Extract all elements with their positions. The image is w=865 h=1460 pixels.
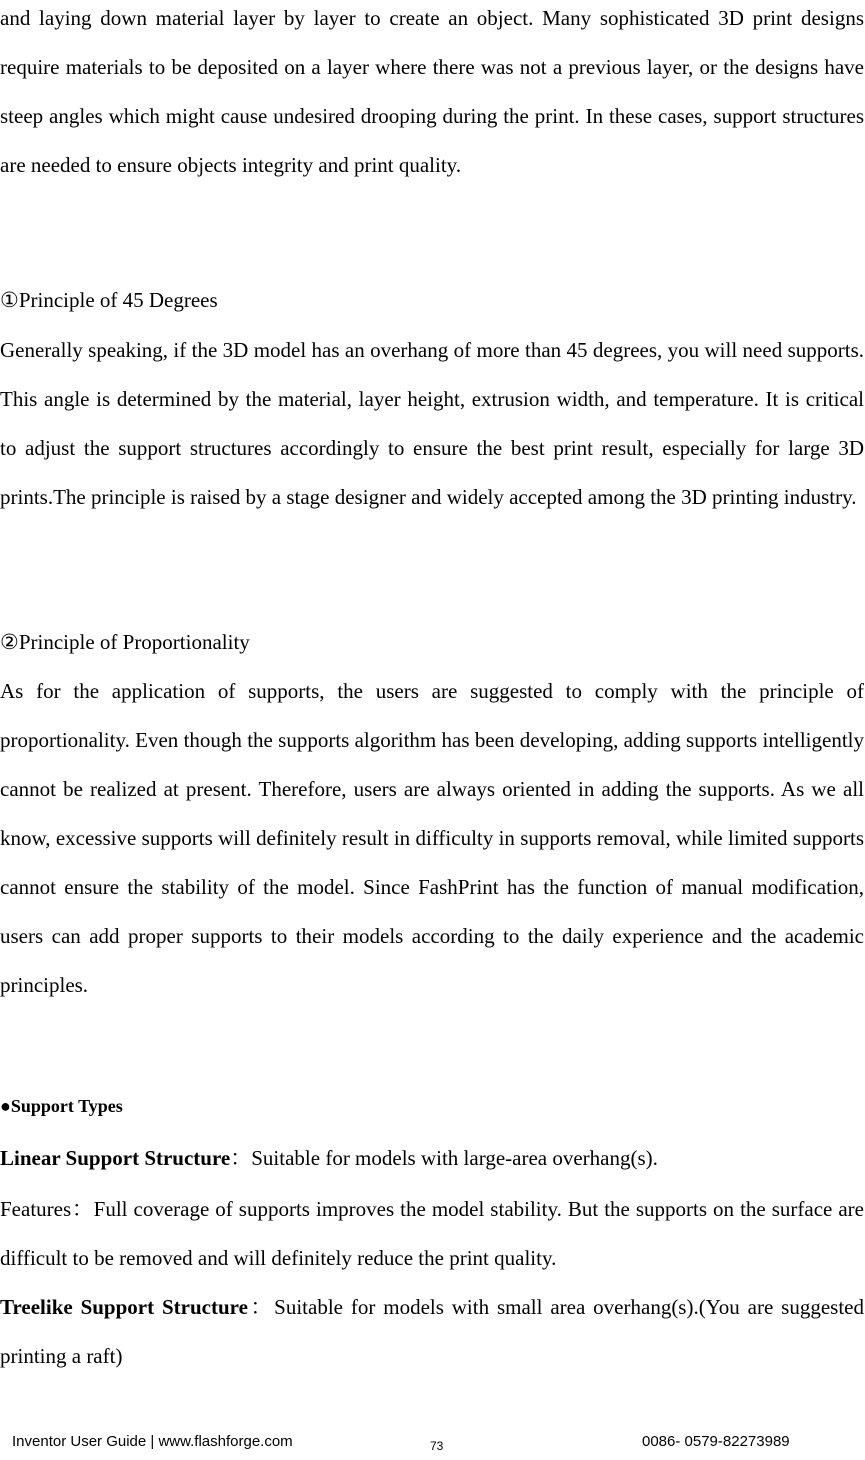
principle-proportionality-paragraph: As for the application of supports, the users are suggested to comply with the principle of proportionality. Even though the supports algorithm has been developing, adding supports intelligently cannot be realized at present. Therefore, users are always oriented in adding the supports. As we all know, excessive supports will definitely result in difficulty in supports removal, while limited supports cannot ensure the stability of the model. Since FashPrint has the function of manual modification, users can add proper supports to their models according to the daily experience and the academic principles.: [0, 679, 864, 997]
features-text: Full coverage of supports improves the model stability. But the supports on the surface are difficult to be removed and will definitely reduce the print quality.: [0, 1197, 864, 1270]
treelike-support-label: Treelike Support Structure: [0, 1295, 248, 1319]
treelike-support-text: Suitable for models with small area overhang(s).(You are suggested printing a raft): [0, 1295, 864, 1368]
support-types-heading: ●Support Types: [0, 1096, 123, 1116]
features-label: Features: [0, 1197, 72, 1221]
treelike-support-separator: ：: [247, 1295, 275, 1319]
linear-support-paragraph: [0, 1134, 864, 1183]
features-paragraph: [0, 1185, 864, 1283]
features-separator: ：: [71, 1197, 94, 1221]
footer-guide-title: Inventor User Guide | www.flashforge.com: [12, 1433, 293, 1450]
footer-phone-number: 0086- 0579-82273989: [642, 1433, 790, 1450]
treelike-support-paragraph: [0, 1283, 864, 1381]
linear-support-label: Linear Support Structure: [0, 1146, 231, 1170]
principle-45-heading: ①Principle of 45 Degrees: [0, 288, 218, 312]
linear-support-text: Suitable for models with large-area overhang(s).: [251, 1146, 658, 1170]
intro-paragraph: and laying down material layer by layer to create an object. Many sophisticated 3D print designs require materials to be deposited on a layer where there was not a previous layer, or the designs have steep angles which might cause undesired drooping during the print. In these cases, support structures are needed to ensure objects integrity and print quality.: [0, 6, 864, 177]
footer-page-number: 73: [430, 1439, 444, 1453]
principle-proportionality-heading: ②Principle of Proportionality: [0, 630, 250, 654]
principle-45-paragraph: Generally speaking, if the 3D model has an overhang of more than 45 degrees, you will need supports. This angle is determined by the material, layer height, extrusion width, and temperature. It is critical to adjust the support structures accordingly to ensure the best print result, especially for large 3D prints.The principle is raised by a stage designer and widely accepted among the 3D printing industry.: [0, 338, 864, 509]
linear-support-separator: ：: [230, 1146, 252, 1170]
